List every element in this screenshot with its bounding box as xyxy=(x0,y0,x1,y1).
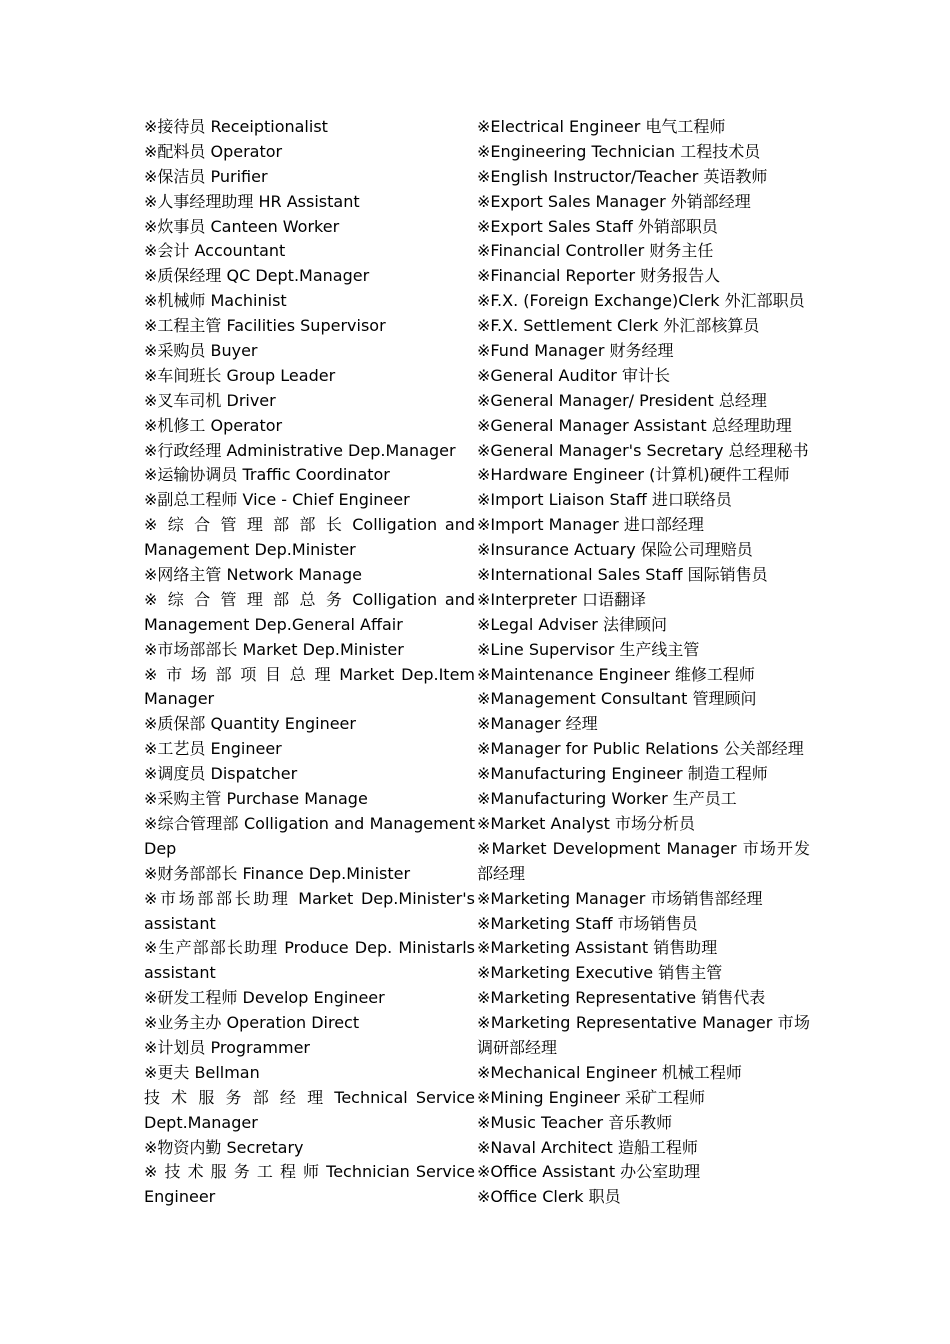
left-column-line: ※机械师 Machinist xyxy=(144,291,287,311)
left-column-line: ※采购员 Buyer xyxy=(144,341,258,361)
left-column-line: ※机修工 Operator xyxy=(144,415,283,435)
right-column-line: ※Music Teacher 音乐教师 xyxy=(477,1112,673,1132)
left-column-line: Manager xyxy=(144,689,215,709)
right-column-line: ※Legal Adviser 法律顾问 xyxy=(477,614,667,634)
right-column-line: ※Manager 经理 xyxy=(477,714,598,734)
right-column-line: ※General Auditor 审计长 xyxy=(477,365,670,385)
right-column-line: ※Financial Reporter 财务报告人 xyxy=(477,266,721,286)
left-column-line: assistant xyxy=(144,913,216,933)
right-column-line: ※Marketing Representative Manager 市场 xyxy=(477,1013,810,1033)
right-column-line: ※Interpreter 口语翻译 xyxy=(477,589,646,609)
right-column-line: ※Mining Engineer 采矿工程师 xyxy=(477,1087,705,1107)
left-column-line: Engineer xyxy=(144,1187,216,1207)
right-column-line: ※F.X. Settlement Clerk 外汇部核算员 xyxy=(477,316,760,336)
right-column-line: ※Manager for Public Relations 公关部经理 xyxy=(477,739,804,759)
right-column-line: 部经理 xyxy=(477,863,526,883)
right-column-line: ※Financial Controller 财务主任 xyxy=(477,241,714,261)
left-column-line: ※配料员 Operator xyxy=(144,141,283,161)
left-column-line: Management Dep.Minister xyxy=(144,540,356,560)
right-column-line: ※Fund Manager 财务经理 xyxy=(477,341,674,361)
right-column-line: ※Marketing Representative 销售代表 xyxy=(477,988,766,1008)
right-column-line: ※Office Clerk 职员 xyxy=(477,1187,621,1207)
right-column-line: ※Export Sales Manager 外销部经理 xyxy=(477,191,751,211)
left-column-line: ※ 综 合 管 理 部 部 长 Colligation and xyxy=(144,515,475,535)
right-column-line: ※General Manager/ President 总经理 xyxy=(477,390,767,410)
right-column-line: ※Naval Architect 造船工程师 xyxy=(477,1137,698,1157)
left-column-line: ※质保经理 QC Dept.Manager xyxy=(144,266,370,286)
left-column-line: ※计划员 Programmer xyxy=(144,1037,311,1057)
right-column-line: ※Marketing Staff 市场销售员 xyxy=(477,913,698,933)
right-column-line: ※Maintenance Engineer 维修工程师 xyxy=(477,664,755,684)
right-column-line: ※Line Supervisor 生产线主管 xyxy=(477,639,700,659)
right-column-line: ※Mechanical Engineer 机械工程师 xyxy=(477,1062,742,1082)
left-column-line: ※保洁员 Purifier xyxy=(144,166,268,186)
left-column-line: Dep xyxy=(144,838,177,858)
right-column-line: ※Market Development Manager 市场开发 xyxy=(477,838,810,858)
left-column-line: Management Dep.General Affair xyxy=(144,614,403,634)
right-column-line: ※International Sales Staff 国际销售员 xyxy=(477,565,768,585)
left-column-line: ※调度员 Dispatcher xyxy=(144,764,298,784)
left-column-line: ※质保部 Quantity Engineer xyxy=(144,714,356,734)
left-column-line: ※财务部部长 Finance Dep.Minister xyxy=(144,863,411,883)
left-column-line: ※工程主管 Facilities Supervisor xyxy=(144,316,386,336)
right-column-line: ※Import Manager 进口部经理 xyxy=(477,515,704,535)
right-column-line: ※Marketing Executive 销售主管 xyxy=(477,963,723,983)
right-column-line: ※General Manager Assistant 总经理助理 xyxy=(477,415,792,435)
left-column-line: Dept.Manager xyxy=(144,1112,258,1132)
left-column-line: ※行政经理 Administrative Dep.Manager xyxy=(144,440,456,460)
left-column-line: ※叉车司机 Driver xyxy=(144,390,276,410)
left-column-line: ※运输协调员 Traffic Coordinator xyxy=(144,465,390,485)
left-column-line: ※市场部部长 Market Dep.Minister xyxy=(144,639,404,659)
left-column-line: ※副总工程师 Vice - Chief Engineer xyxy=(144,490,410,510)
right-column-line: ※Hardware Engineer (计算机)硬件工程师 xyxy=(477,465,790,485)
left-column-line: ※ 技 术 服 务 工 程 师 Technician Service xyxy=(144,1162,475,1182)
right-column-line: ※General Manager's Secretary 总经理秘书 xyxy=(477,440,809,460)
right-column-line: ※F.X. (Foreign Exchange)Clerk 外汇部职员 xyxy=(477,291,805,311)
right-column-line: 调研部经理 xyxy=(477,1037,558,1057)
right-column-line: ※Export Sales Staff 外销部职员 xyxy=(477,216,718,236)
left-column-line: ※车间班长 Group Leader xyxy=(144,365,336,385)
right-column-line: ※Office Assistant 办公室助理 xyxy=(477,1162,701,1182)
right-column-line: ※Manufacturing Worker 生产员工 xyxy=(477,789,737,809)
left-column-line: ※更夫 Bellman xyxy=(144,1062,260,1082)
left-column-line: ※ 综 合 管 理 部 总 务 Colligation and xyxy=(144,589,475,609)
left-column-line: 技 术 服 务 部 经 理 Technical Service xyxy=(144,1087,475,1107)
left-column-line: ※接待员 Receiptionalist xyxy=(144,117,328,136)
left-column xyxy=(144,115,475,1210)
right-column-line: ※Manufacturing Engineer 制造工程师 xyxy=(477,764,768,784)
left-column-line: ※网络主管 Network Manage xyxy=(144,565,362,585)
right-column-line: ※Market Analyst 市场分析员 xyxy=(477,813,695,833)
left-column-line: ※会计 Accountant xyxy=(144,241,286,261)
right-column xyxy=(477,115,810,1210)
left-column-line: ※市场部部长助理 Market Dep.Minister's xyxy=(144,888,475,908)
right-column-line: ※Marketing Assistant 销售助理 xyxy=(477,938,718,958)
left-column-line: ※业务主办 Operation Direct xyxy=(144,1013,360,1033)
left-column-line: ※人事经理助理 HR Assistant xyxy=(144,191,360,211)
left-column-line: ※生产部部长助理 Produce Dep. Ministarls xyxy=(144,938,475,958)
left-column-line: ※综合管理部 Colligation and Management xyxy=(144,813,475,833)
left-column-line: ※采购主管 Purchase Manage xyxy=(144,789,368,809)
left-column-line: ※物资内勤 Secretary xyxy=(144,1137,304,1157)
right-column-line: ※Electrical Engineer 电气工程师 xyxy=(477,117,726,136)
left-column-line: assistant xyxy=(144,963,216,983)
right-column-line: ※English Instructor/Teacher 英语教师 xyxy=(477,166,768,186)
right-column-line: ※Management Consultant 管理顾问 xyxy=(477,689,757,709)
right-column-line: ※Insurance Actuary 保险公司理赔员 xyxy=(477,540,753,560)
right-column-line: ※Import Liaison Staff 进口联络员 xyxy=(477,490,732,510)
right-column-line: ※Marketing Manager 市场销售部经理 xyxy=(477,888,763,908)
left-column-line: ※研发工程师 Develop Engineer xyxy=(144,988,385,1008)
right-column-line: ※Engineering Technician 工程技术员 xyxy=(477,141,761,161)
left-column-line: ※ 市 场 部 项 目 总 理 Market Dep.Item xyxy=(144,664,475,684)
left-column-line: ※炊事员 Canteen Worker xyxy=(144,216,340,236)
left-column-line: ※工艺员 Engineer xyxy=(144,739,282,759)
